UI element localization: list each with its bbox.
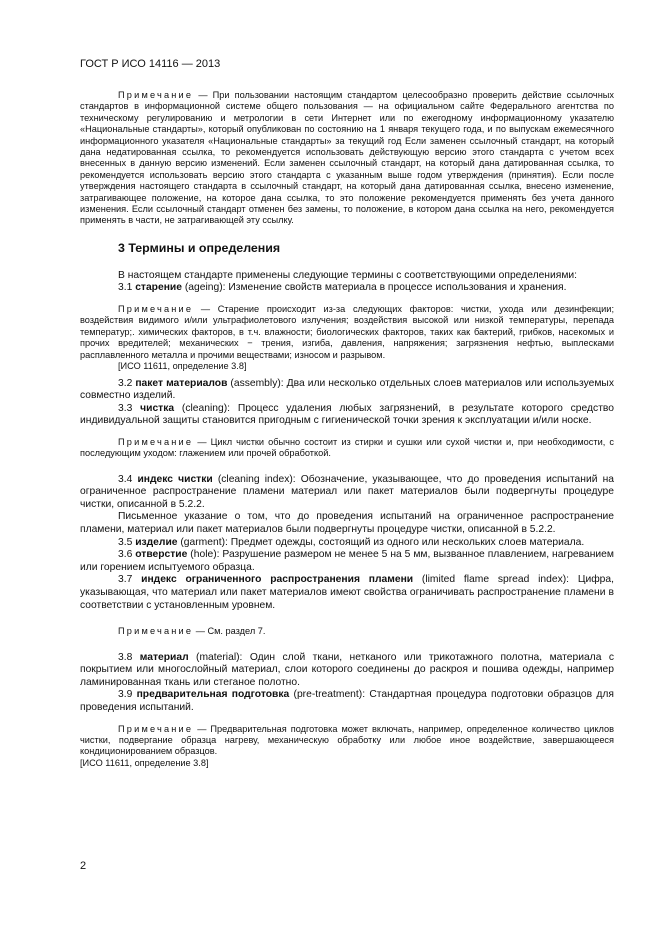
note-4: Примечание — См. раздел 7.: [118, 626, 266, 637]
page-number: 2: [80, 860, 87, 872]
term-3-5: 3.5 изделие (garment): Предмет одежды, состоящий из одного или нескольких слоев материала.: [118, 536, 585, 548]
reference-2: [ИСО 11611, определение 3.8]: [80, 757, 209, 768]
section-intro: В настоящем стандарте применены следующие термины с соответствующими определениями:: [118, 269, 578, 281]
reference-1: [ИСО 11611, определение 3.8]: [118, 361, 247, 372]
term-3-7: 3.7 индекс ограниченного распространения пламени (limited flame spread index): Цифра, указывающая, что материал или пакет материалов имеют свойства ограничивать распространение пламени в соответствии с установленным уровнем.: [80, 574, 614, 611]
term-3-8: 3.8 материал (material): Один слой ткани, нетканого или трикотажного полотна, материала с покрытием или многослойный материал, слои которого соединены до раскроя и пошива одежды, например ламинированная ткань или стеганое полотно.: [80, 651, 614, 688]
term-3-1: 3.1 старение (ageing): Изменение свойств материала в процессе использования и хранения.: [118, 282, 567, 294]
written-note: Письменное указание о том, что до проведения испытаний на ограниченное распространение пламени, материал или пакет материалов были подвергнуты процедуре чистки, описанной в 5.2.2.: [80, 511, 614, 536]
section-title: 3 Термины и определения: [118, 240, 281, 255]
term-3-6: 3.6 отверстие (hole): Разрушение размером не менее 5 на 5 мм, вызванное плавлением, нагреванием или горением испытуемого образца.: [80, 549, 614, 573]
note-label: Примечание: [118, 90, 194, 100]
note-2: Примечание — Старение происходит из-за следующих факторов: чистки, ухода или дезинфекции; воздействия видимого и/или ультрафиолетового излучения; воздействия высокой или низкой температуры, перепада температур;. химических факторов, в т.ч. влажности; биологических факторов, таких как бактерий, грибков, насекомых и прочих вредителей; механических − трения, изгиба, давления, напряжения; загрязнения нефтью, выплесками расплавленного металла и прочими веществами; износом и разрывом.: [80, 304, 614, 360]
note-1: Примечание — При пользовании настоящим стандартом целесообразно проверить действие ссылочных стандартов в информационной системе общего пользования — на официальном сайте Федерального агентства по техническому регулированию и метрологии в сети Интернет или по ежегодному информационному указателю «Национальные стандарты», который опубликован по состоянию на 1 января текущего года, и по выпускам ежемесячного информационного указателя «Национальные стандарты» за текущий год Если заменен ссылочный стандарт, на который дана недатированная ссылка, то рекомендуется использовать действующую версию этого стандарта с учетом всех внесенных в данную версию изменений. Если заменен ссылочный стандарт, на который дана датированная ссылка, то рекомендуется использовать версию этого стандарта с указанным выше годом утверждения (принятия). Если после утверждения настоящего стандарта в ссылочный стандарт, на который дана датированная ссылка, внесено изменение, затрагивающее положение, на которое дана ссылка, то это положение рекомендуется применять без учета данного изменения. Если ссылочный стандарт отменен без замены, то положение, в котором дана ссылка на него, рекомендуется применять в части, не затрагивающей эту ссылку.: [80, 90, 614, 226]
note-5: Примечание — Предварительная подготовка может включать, например, определенное количество циклов чистки, подвергание образца нагреву, механическую обработку или любое иное воздействие, завершающееся кондиционированием образцов.: [80, 723, 614, 757]
term-3-3: 3.3 чистка (cleaning): Процесс удаления любых загрязнений, в результате которого средство индивидуальной защиты становится пригодным с гигиенической точки зрения к эксплуатации и/или носке.: [80, 402, 614, 427]
document-page: [80, 58, 614, 769]
term-3-2: 3.2 пакет материалов (assembly): Два или несколько отдельных слоев материалов или используемых совместно изделий.: [80, 377, 614, 402]
term-3-4: 3.4 индекс чистки (cleaning index): Обозначение, указывающее, что до проведения испытаний на ограниченное распространение пламени материал или пакет материалов были подвергнуты процедуре чистки, описанной в 5.2.2.: [80, 473, 615, 510]
term-3-9: 3.9 предварительная подготовка (pre-treatment): Стандартная процедура подготовки образцов для проведения испытаний.: [80, 689, 614, 713]
document-header: ГОСТ Р ИСО 14116 — 2013: [80, 58, 221, 70]
note-3: Примечание — Цикл чистки обычно состоит из стирки и сушки или сухой чистки и, при необходимости, с последующим уходом: глажением или прочей обработкой.: [80, 436, 614, 459]
